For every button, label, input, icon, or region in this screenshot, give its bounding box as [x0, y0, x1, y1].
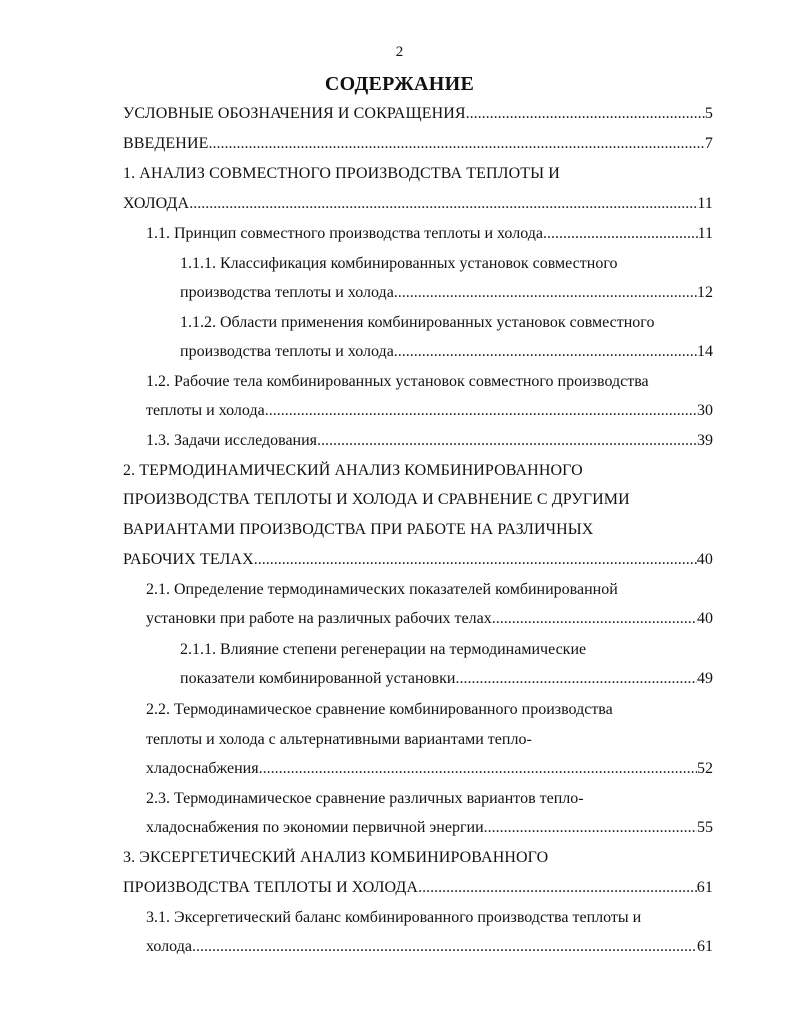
toc-entry-line[interactable]: 2.1. Определение термодинамических показателей комбинированной	[146, 581, 618, 598]
toc-entry-line[interactable]: 1. АНАЛИЗ СОВМЕСТНОГО ПРОИЗВОДСТВА ТЕПЛОТЫ И	[123, 165, 560, 182]
toc-entry-line[interactable]: 1.1.1. Классификация комбинированных установок совместного	[180, 255, 618, 272]
toc-entry-line[interactable]: 1.2. Рабочие тела комбинированных установок совместного производства	[146, 373, 649, 390]
toc-page-number: 52	[697, 760, 713, 777]
toc-entry-line[interactable]: 2.1.1. Влияние степени регенерации на термодинамические	[180, 641, 587, 658]
toc-page-number: 12	[697, 284, 713, 301]
toc-page-number: 40	[696, 551, 713, 568]
toc-page-number: 49	[697, 670, 713, 687]
toc-entry[interactable]: установки при работе на различных рабочих телах ..... 40	[146, 609, 713, 629]
toc-entry[interactable]: ВВЕДЕНИЕ ..... 7	[123, 134, 713, 154]
page-number: 2	[395, 44, 404, 60]
toc-entry[interactable]: ПРОИЗВОДСТВА ТЕПЛОТЫ И ХОЛОДА ..... 61	[123, 878, 713, 898]
toc-page-number: 39	[697, 432, 713, 449]
toc-page-number: 61	[696, 879, 713, 896]
toc-entry-line[interactable]: 2.2. Термодинамическое сравнение комбинированного производства	[146, 701, 613, 718]
toc-entry[interactable]: 1.3. Задачи исследования ..... 39	[146, 431, 713, 451]
toc-page-number: 5	[704, 105, 713, 122]
toc-entry-line[interactable]: 1.1.2. Области применения комбинированных установок совместного	[180, 314, 655, 331]
toc-entry[interactable]: 1.1. Принцип совместного производства теплоты и холода ..... 11	[146, 224, 713, 244]
toc-entry-line[interactable]: 2. ТЕРМОДИНАМИЧЕСКИЙ АНАЛИЗ КОМБИНИРОВАННОГО	[123, 462, 583, 479]
toc-entry[interactable]: производства теплоты и холода ..... 12	[180, 283, 713, 303]
page-title: СОДЕРЖАНИЕ	[324, 73, 475, 95]
toc-entry[interactable]: производства теплоты и холода ..... 14	[180, 342, 713, 362]
toc-entry-line[interactable]: 2.3. Термодинамическое сравнение различных вариантов тепло-	[146, 790, 584, 807]
toc-page-number: 55	[697, 819, 713, 836]
toc-entry-line[interactable]: 3. ЭКСЕРГЕТИЧЕСКИЙ АНАЛИЗ КОМБИНИРОВАННОГО	[123, 849, 549, 866]
toc-entry[interactable]: хладоснабжения по экономии первичной энергии ..... 55	[146, 818, 713, 838]
toc-page-number: 7	[704, 135, 713, 152]
toc-entry-line[interactable]: теплоты и холода с альтернативными вариантами тепло-	[146, 731, 532, 748]
toc-entry[interactable]: РАБОЧИХ ТЕЛАХ ..... 40	[123, 550, 713, 570]
toc-page-number: 11	[697, 225, 713, 242]
toc-entry-line[interactable]: ВАРИАНТАМИ ПРОИЗВОДСТВА ПРИ РАБОТЕ НА РАЗЛИЧНЫХ	[123, 521, 594, 538]
toc-entry[interactable]: хладоснабжения ..... 52	[146, 759, 713, 779]
toc-page-number: 40	[697, 610, 713, 627]
toc-page-number: 61	[697, 938, 713, 955]
toc-page-number: 30	[697, 402, 713, 419]
toc-page-number: 14	[697, 343, 713, 360]
toc-entry[interactable]: теплоты и холода ..... 30	[146, 401, 713, 421]
toc-entry-line[interactable]: ПРОИЗВОДСТВА ТЕПЛОТЫ И ХОЛОДА И СРАВНЕНИЕ С ДРУГИМИ	[123, 491, 630, 508]
toc-entry[interactable]: ХОЛОДА ..... 11	[123, 194, 713, 214]
toc-entry-line[interactable]: 3.1. Эксергетический баланс комбинированного производства теплоты и	[146, 909, 642, 926]
toc-entry[interactable]: показатели комбинированной установки ..... 49	[180, 669, 713, 689]
toc-page-number: 11	[697, 195, 713, 212]
toc-entry[interactable]: УСЛОВНЫЕ ОБОЗНАЧЕНИЯ И СОКРАЩЕНИЯ ..... 5	[123, 104, 713, 124]
toc-entry[interactable]: холода ..... 61	[146, 937, 713, 957]
